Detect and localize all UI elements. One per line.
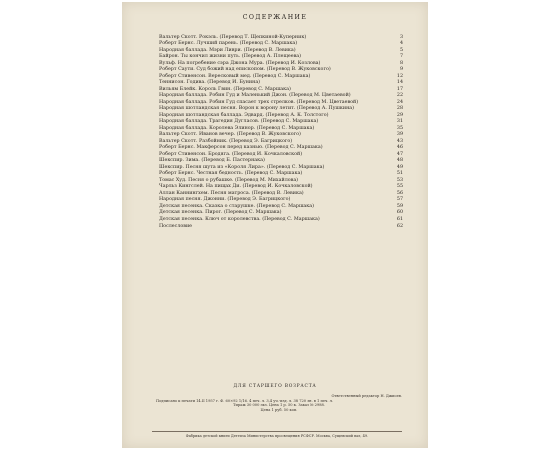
toc-entry-page-number: 22	[396, 93, 403, 99]
table-of-contents	[159, 35, 403, 231]
toc-entry-title: Томас Худ. Песня о рубашке. (Перевод М. Михайлова)	[159, 177, 299, 183]
toc-entry-page-number: 61	[396, 216, 403, 222]
toc-entry-page-number: 3	[399, 35, 403, 40]
toc-entry-title: Роберт Бернс. Лучший парень. (Перевод С. Маршака)	[159, 41, 298, 47]
toc-entry	[159, 80, 403, 86]
imprint-price: Цена 1 руб. 50 коп.	[260, 407, 298, 412]
toc-entry-page-number: 62	[396, 224, 403, 230]
toc-entry	[159, 87, 403, 93]
audience-label: ДЛЯ СТАРШЕГО ВОЗРАСТА	[233, 384, 317, 389]
footer-divider	[152, 431, 402, 432]
toc-entry-title: Народная баллада. Королева Элинор. (Перевод С. Маршака)	[159, 125, 315, 131]
toc-entry	[159, 178, 403, 184]
toc-entry-page-number: 31	[396, 119, 403, 125]
toc-entry-page-number: 12	[396, 73, 403, 79]
toc-entry	[159, 61, 403, 67]
toc-entry-title: Вальтер Скотт. Иванов вечер. (Перевод В. Жуковского)	[159, 132, 301, 138]
toc-entry-page-number: 49	[396, 164, 403, 170]
toc-entry-page-number: 17	[396, 86, 403, 92]
toc-entry	[159, 106, 403, 112]
toc-entry-title: Вальтер Скотт. Рокэль. (Перевод Т. Щепкиной-Куперник)	[159, 35, 307, 40]
toc-entry-title: Послесловие	[159, 224, 193, 230]
toc-entry	[159, 113, 403, 119]
toc-entry-page-number: 35	[396, 125, 403, 131]
toc-entry	[159, 210, 403, 216]
toc-entry-title: Чарльз Кингслей. На пищах Ди. (Перевод И. Кочкаловской)	[159, 184, 313, 190]
toc-entry-title: Вульф. На погребение сэра Джона Мура. (Перевод И. Козлова)	[159, 60, 321, 66]
toc-entry-title: Байрон. Ты кончил жизни путь. (Перевод А. Плещеева)	[159, 54, 302, 60]
toc-entry	[159, 48, 403, 54]
toc-entry	[159, 54, 403, 60]
toc-entry-title: Роберт Саути. Суд божий над епископом. (Перевод В. Жуковского)	[159, 67, 331, 73]
toc-entry-title: Роберт Стивенсон. Бродяга. (Перевод И. Кочкаловской)	[159, 151, 303, 157]
imprint-editor: Ответственный редактор Н. Джиоев.	[331, 394, 402, 398]
toc-entry-title: Шекспир. Зима. (Перевод Б. Пастернака)	[159, 158, 265, 164]
toc-entry-page-number: 8	[399, 60, 403, 66]
toc-entry-title: Роберт Бернс. Честная бедность. (Перевод С. Маршака)	[159, 171, 303, 177]
toc-entry-page-number: 60	[396, 210, 403, 216]
toc-entry-page-number: 56	[396, 190, 403, 196]
toc-entry	[159, 165, 403, 171]
toc-entry-page-number: 9	[399, 67, 403, 73]
toc-entry-page-number: 59	[396, 203, 403, 209]
toc-entry-title: Народная шотландская баллада. Эдвард. (Перевод А. К. Толстого)	[159, 112, 329, 118]
toc-entry	[159, 74, 403, 80]
toc-entry	[159, 191, 403, 197]
toc-entry-page-number: 46	[396, 145, 403, 151]
toc-entry-title: Народная песня. Джонни. (Перевод Э. Багрицкого)	[159, 197, 291, 203]
toc-entry	[159, 197, 403, 203]
imprint-block	[156, 394, 402, 412]
toc-entry-page-number: 48	[396, 158, 403, 164]
toc-entry-page-number: 47	[396, 151, 403, 157]
toc-entry	[159, 204, 403, 210]
toc-entry	[159, 35, 403, 41]
toc-entry	[159, 171, 403, 177]
toc-entry-title: Аллан Каннингхем. Песня матроса. (Перевод В. Левика)	[159, 190, 304, 196]
imprint-run: Тираж 30 000 экз. Цена 1 р. 50 к. Заказ № 2988.	[233, 403, 325, 408]
toc-entry-title: Роберт Бернс. Макферсон перед казнью. (Перевод С. Маршака)	[159, 145, 323, 151]
toc-entry-title: Народная баллада. Мэри Ливри. (Перевод В. Левика)	[159, 47, 296, 53]
toc-entry	[159, 100, 403, 106]
toc-entry	[159, 152, 403, 158]
toc-entry-page-number: 51	[396, 171, 403, 177]
toc-entry-title: Роберт Стивенсон. Вересковый мед. (Перевод С. Маршака)	[159, 73, 311, 79]
toc-entry	[159, 126, 403, 132]
toc-entry	[159, 184, 403, 190]
toc-entry-title: Теннисон. Годива. (Перевод И. Бунина)	[159, 80, 261, 86]
page-title: СОДЕРЖАНИЕ	[242, 14, 308, 21]
toc-entry-title: Народная баллада. Трагедия Дугласов. (Перевод С. Маршака)	[159, 119, 319, 125]
book-page	[122, 2, 428, 448]
toc-entry-page-number: 53	[396, 177, 403, 183]
toc-entry-page-number: 43	[396, 138, 403, 144]
toc-entry	[159, 119, 403, 125]
toc-entry-page-number: 7	[399, 54, 403, 60]
toc-entry-title: Детская песенка. Ключ от королевства. (Перевод С. Маршака)	[159, 216, 320, 222]
toc-entry	[159, 41, 403, 47]
toc-entry-title: Народная шотландская песня. Ворон к ворону летит. (Перевод А. Пушкина)	[159, 106, 355, 112]
toc-entry	[159, 158, 403, 164]
toc-entry-page-number: 24	[396, 99, 403, 105]
toc-entry-page-number: 14	[396, 80, 403, 86]
imprint-print-details: Подписано к печати 14.II 1957 г. Ф. 60×92 1/16. 4 печ. л. 3,4 уч.-изд. л. 38 720 зн. в 1 печ. л.	[156, 398, 334, 403]
toc-entry-title: Вильям Блейк. Король Гвин. (Перевод С. Маршака)	[159, 86, 291, 92]
toc-entry-page-number: 5	[399, 47, 403, 53]
toc-entry-page-number: 4	[399, 41, 403, 47]
toc-entry-page-number: 39	[396, 132, 403, 138]
toc-entry-page-number: 55	[396, 184, 403, 190]
toc-entry	[159, 139, 403, 145]
toc-entry	[159, 132, 403, 138]
toc-entry-title: Шекспир. Песня шута из «Короля Лира». (Перевод С. Маршака)	[159, 164, 325, 170]
toc-entry-page-number: 57	[396, 197, 403, 203]
toc-entry-page-number: 29	[396, 112, 403, 118]
toc-entry	[159, 145, 403, 151]
toc-entry	[159, 93, 403, 99]
toc-entry-title: Детская песенка. Пирог. (Перевод С. Маршака)	[159, 210, 282, 216]
toc-entry	[159, 224, 403, 230]
printer-footer: Фабрика детской книги Детгиза Министерства просвещения РСФСР. Москва, Сущевский вал, 49.	[185, 434, 369, 438]
toc-entry-page-number: 28	[396, 106, 403, 112]
toc-entry	[159, 67, 403, 73]
toc-entry-title: Детская песенка. Сказка о старушке. (Перевод С. Маршака)	[159, 203, 315, 209]
toc-entry-title: Народная баллада. Робин Гуд и Маленький Джон. (Перевод М. Цветаевой)	[159, 93, 351, 99]
toc-entry-title: Вальтер Скотт. Разбойник. (Перевод Э. Багрицкого)	[159, 138, 293, 144]
toc-entry-title: Народная баллада. Робин Гуд спасает трех стрелков. (Перевод М. Цветаевой)	[159, 99, 359, 105]
toc-entry	[159, 217, 403, 223]
